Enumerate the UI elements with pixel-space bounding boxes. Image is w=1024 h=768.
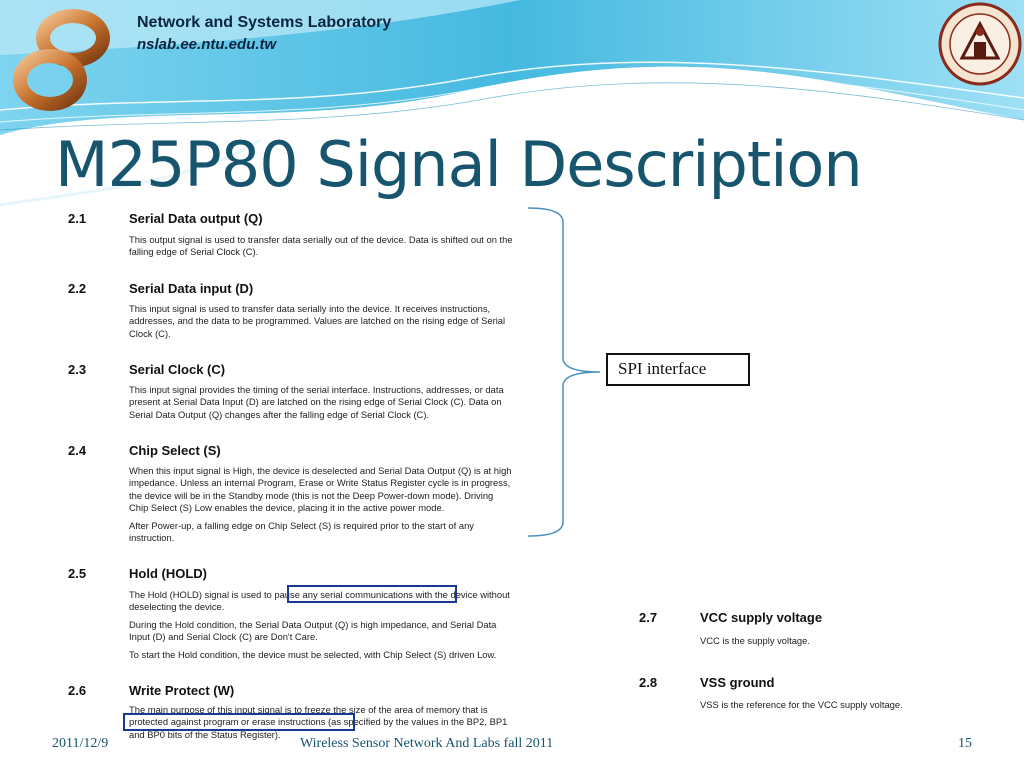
section-heading: Chip Select (S) xyxy=(129,443,221,458)
lab-logo-icon xyxy=(8,6,118,116)
section-number: 2.8 xyxy=(639,675,658,690)
highlight-protected-instructions xyxy=(123,713,355,731)
section-heading: Write Protect (W) xyxy=(129,683,235,698)
section-heading: Serial Clock (C) xyxy=(129,362,226,377)
highlight-pause-communications xyxy=(287,585,457,603)
footer-page-number: 15 xyxy=(958,736,972,751)
section-body: This input signal is used to transfer data serially into the device. It receives instructions, addresses, and the data to be programmed. Values are latched on the rising edge of Serial Clock (C). xyxy=(129,303,506,339)
section-body: This output signal is used to transfer data serially out of the device. Data is shifted out on the falling edge of Serial Clock (C). xyxy=(129,234,513,258)
section-number: 2.2 xyxy=(68,281,87,296)
section-heading: VSS ground xyxy=(700,675,775,690)
section-body: The Hold (HOLD) signal is used to pause any serial communications with the device without deselecting the device. During the Hold condition, the Serial Data Output (Q) is high impedance, and Serial Data Input (D) and Serial Clock (C) are Don't Care. To start the Hold condition, the device must be selected, with Chip Select (S) driven Low. xyxy=(129,589,510,660)
section-number: 2.1 xyxy=(68,211,87,226)
section-number: 2.6 xyxy=(68,683,87,698)
section-body: This input signal provides the timing of the serial interface. Instructions, addresses, or data present at Serial Data Input (D) are latched on the rising edge of Serial Clock (C). Data on Serial Data Output (Q) changes after the falling edge of Serial Clock (C). xyxy=(129,384,504,420)
section-number: 2.3 xyxy=(68,362,87,377)
university-seal-icon xyxy=(938,2,1022,86)
slide-title: M25P80 Signal Description xyxy=(55,128,862,201)
section-body: When this input signal is High, the device is deselected and Serial Data Output (Q) is at high impedance. Unless an internal Program, Erase or Write Status Register cycle is in progress, the device will be in the Standby mode (this is not the Deep Power-down mode). Driving Chip Select (S) Low enables the device, placing it in the active power mode. After Power-up, a falling edge on Chip Select (S) is required prior to the start of any instruction. xyxy=(129,465,512,544)
section-heading: Serial Data output (Q) xyxy=(129,211,263,226)
section-body: VCC is the supply voltage. xyxy=(700,635,810,646)
footer-course: Wireless Sensor Network And Labs fall 2011 xyxy=(300,736,554,751)
section-number: 2.5 xyxy=(68,566,87,581)
footer-date: 2011/12/9 xyxy=(52,736,109,751)
section-heading: VCC supply voltage xyxy=(700,610,823,625)
section-heading: Hold (HOLD) xyxy=(129,566,207,581)
section-body: The main purpose of this input signal is to freeze the size of the area of memory that is protected against program or erase instructions (as specified by the values in the BP2, BP1 and BP0 bits of the Status Register). xyxy=(129,704,508,740)
section-body: VSS is the reference for the VCC supply voltage. xyxy=(700,699,903,710)
section-heading: Serial Data input (D) xyxy=(129,281,254,296)
section-number: 2.4 xyxy=(68,443,87,458)
lab-url: nslab.ee.ntu.edu.tw xyxy=(137,36,277,53)
spi-interface-callout: SPI interface xyxy=(606,353,750,386)
lab-name: Network and Systems Laboratory xyxy=(137,14,392,31)
section-number: 2.7 xyxy=(639,610,658,625)
